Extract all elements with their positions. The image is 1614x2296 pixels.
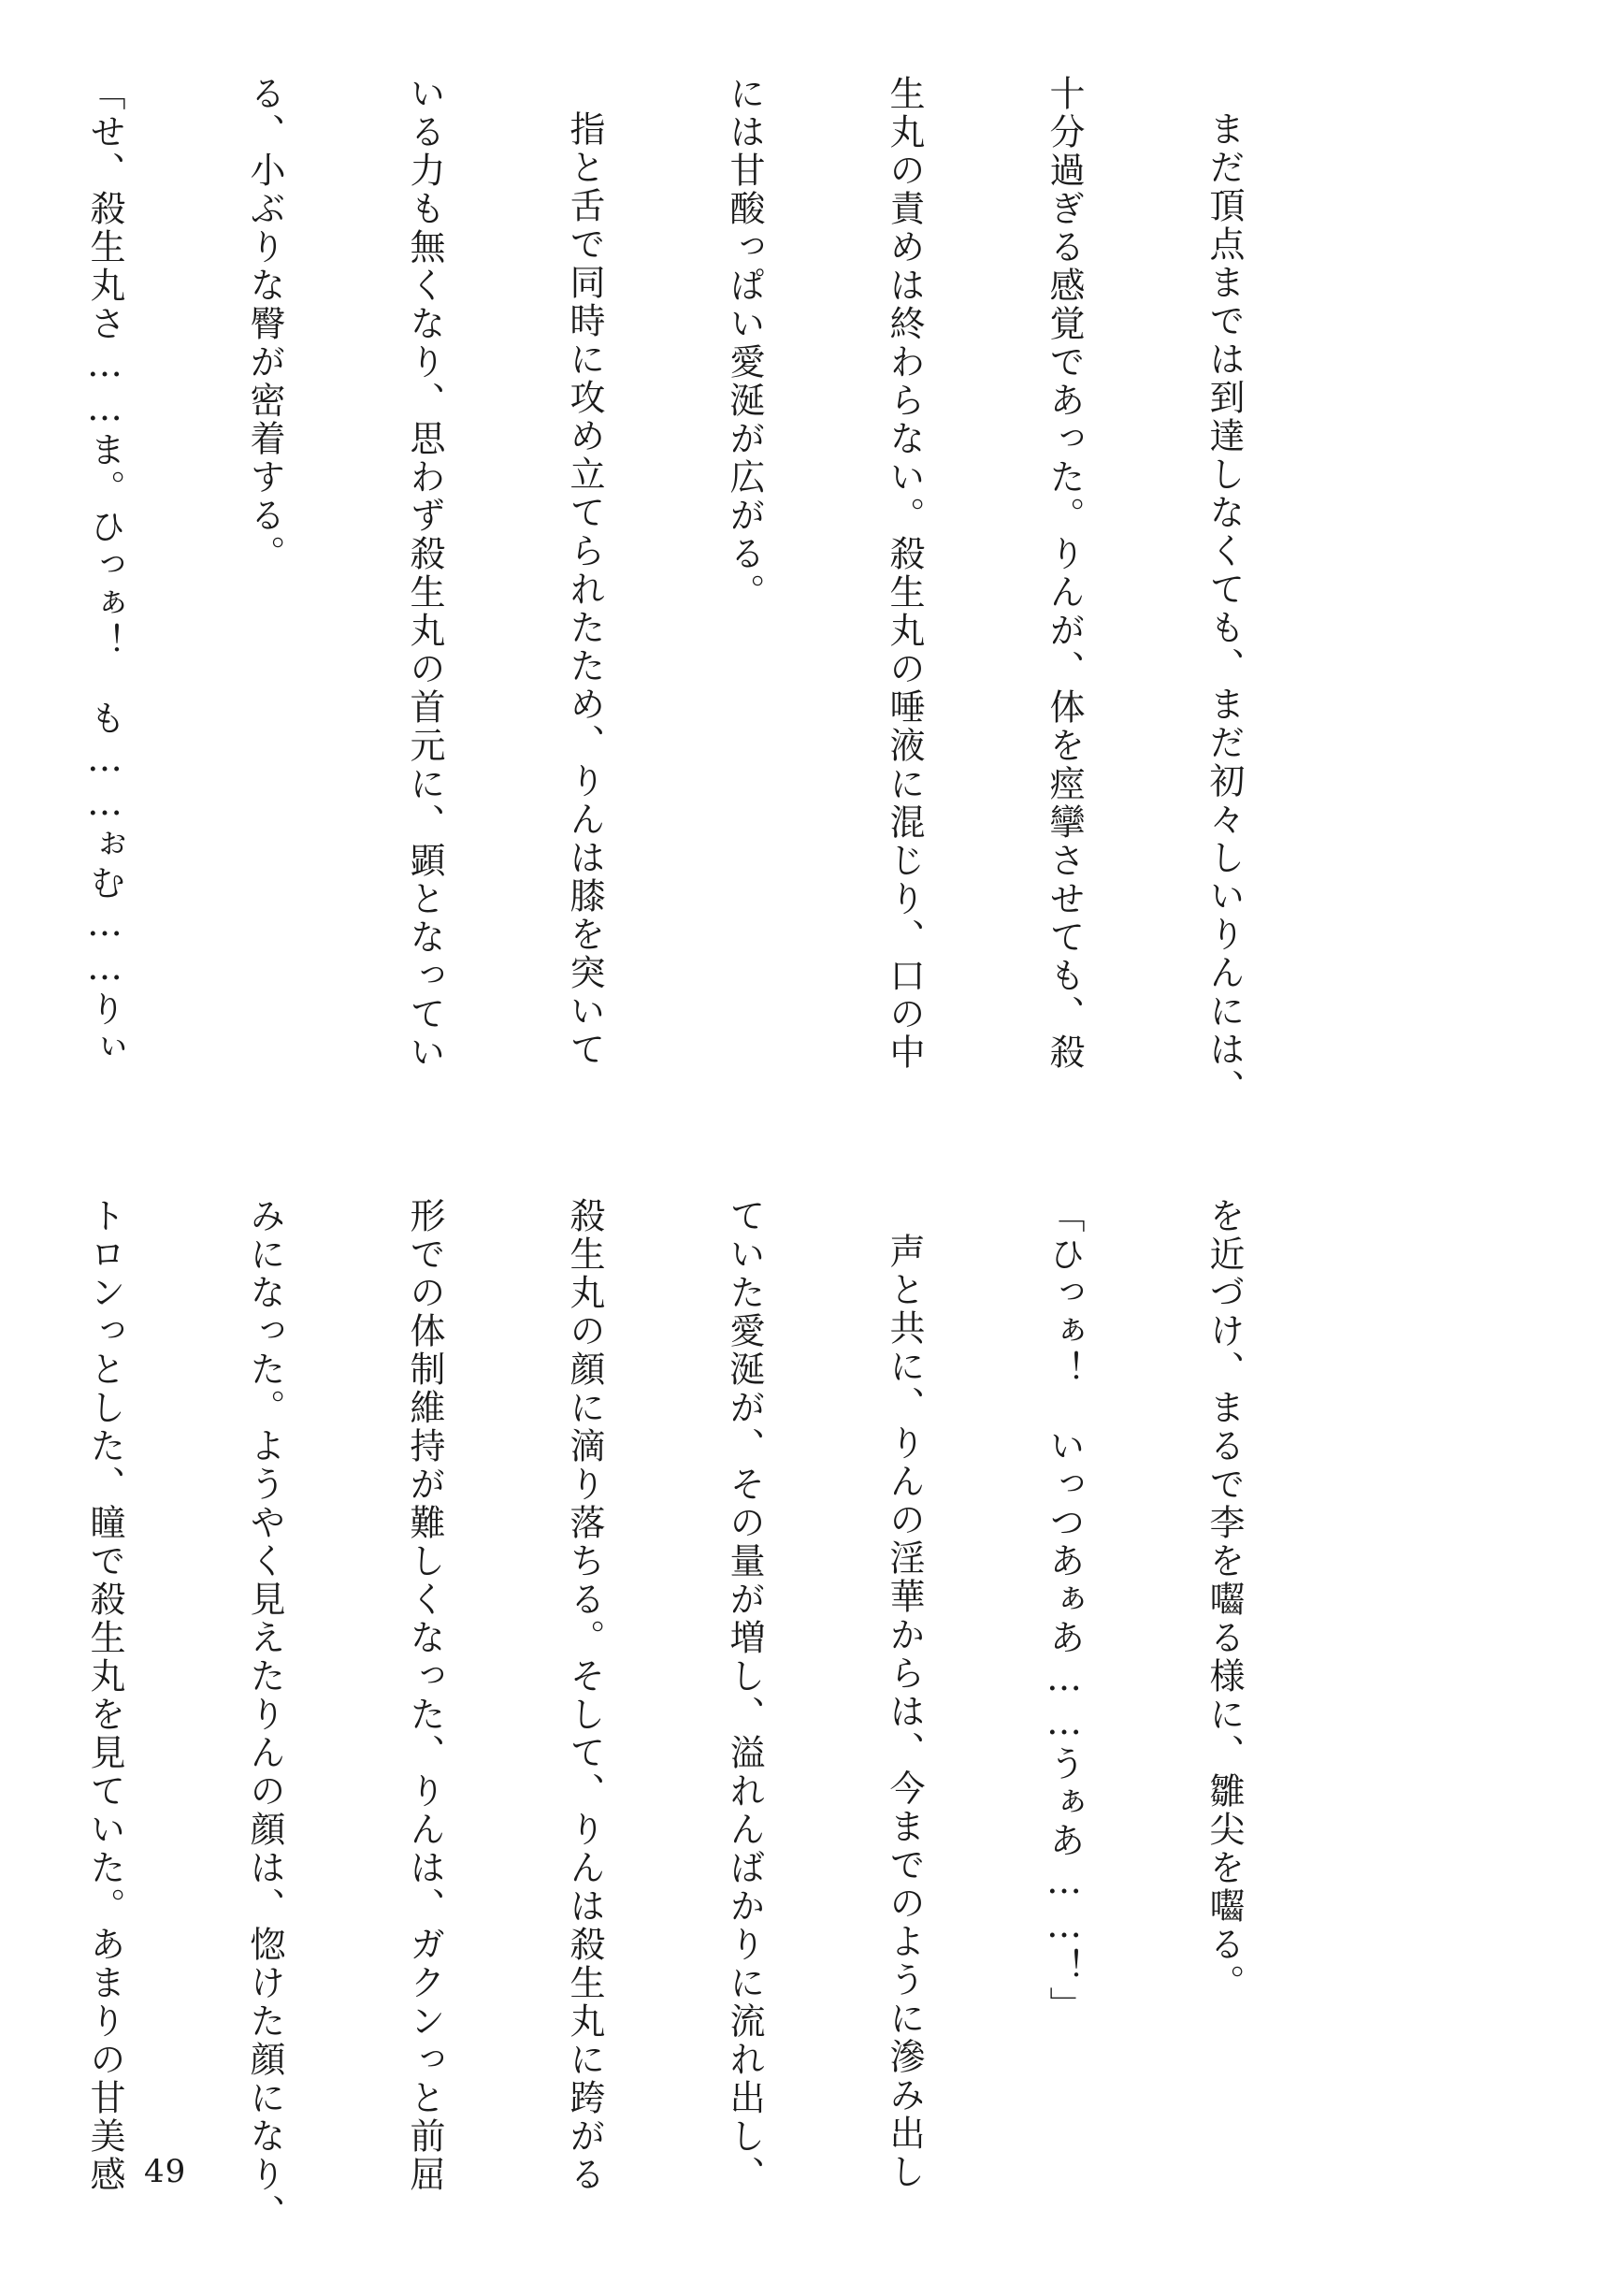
text-line: ていた愛涎が、その量が増し、溢れんばかりに流れ出し、 <box>724 1197 765 2194</box>
text-line: まだ頂点までは到達しなくても、まだ初々しいりんには、 <box>1203 110 1245 1107</box>
text-line: には甘酸っぱい愛涎が広がる。 <box>724 75 765 612</box>
text-line: 形での体制維持が難しくなった、りんは、ガクンっと前屈 <box>404 1197 445 2194</box>
text-line: みになった。ようやく見えたりんの顔は、惚けた顔になり、 <box>244 1197 285 2232</box>
text-line: 生丸の責めは終わらない。殺生丸の唾液に混じり、口の中 <box>884 75 925 1072</box>
text-line: 十分過ぎる感覚であった。りんが、体を痙攣させても、殺 <box>1044 75 1085 1072</box>
text-line: る、小ぶりな臀が密着する。 <box>244 75 285 573</box>
text-line: 指と舌で同時に攻め立てられたため、りんは膝を突いて <box>564 110 605 1069</box>
text-line: を近づけ、まるで李を囓る様に、雛尖を囓る。 <box>1203 1197 1245 2002</box>
text-line: 「せ、殺生丸さ……ま。ひっぁ！ も……ぉむ……りぃ <box>84 75 125 1067</box>
text-line: 殺生丸の顔に滴り落ちる。そして、りんは殺生丸に跨がる <box>564 1197 605 2194</box>
text-line: 「ひっぁ！ いっつあぁあ……うぁあ……！」 <box>1044 1197 1085 2025</box>
text-line: 声と共に、りんの淫華からは、今までのように滲み出し <box>884 1233 925 2191</box>
page-number: 49 <box>144 2153 187 2190</box>
upper-text-block <box>84 75 1357 1107</box>
text-line: トロンっとした、瞳で殺生丸を見ていた。あまりの甘美感 <box>84 1197 125 2194</box>
text-line: いる力も無くなり、思わず殺生丸の首元に、顕となってい <box>404 75 445 1072</box>
